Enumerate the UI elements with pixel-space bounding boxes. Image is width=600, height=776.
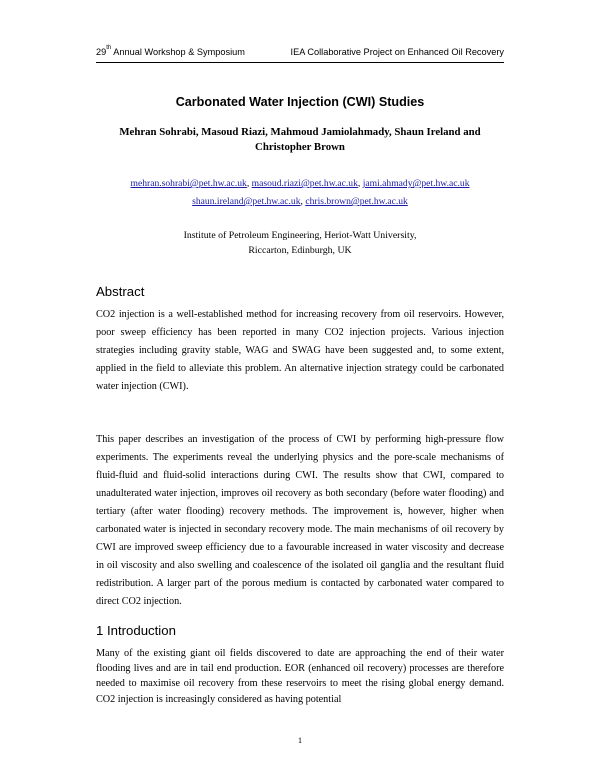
- introduction-heading: 1 Introduction: [96, 623, 176, 638]
- email-separator: ,: [300, 196, 306, 207]
- header-left: [96, 47, 245, 57]
- header-left-number: 29: [96, 47, 107, 57]
- header-left-suffix: th: [106, 45, 112, 51]
- affiliation: [96, 228, 504, 258]
- email-separator: ,: [357, 178, 363, 189]
- header-right: IEA Collaborative Project on Enhanced Oil Recovery: [290, 47, 504, 57]
- email-link-riazi[interactable]: masoud.riazi@pet.hw.ac.uk: [251, 178, 358, 189]
- email-link-brown[interactable]: chris.brown@pet.hw.ac.uk: [305, 196, 408, 207]
- abstract-paragraph-1: CO2 injection is a well-established method for increasing recovery from oil reservoirs. However, poor sweep efficiency has been reported in many CO2 injection projects. Various injection strategies including gravity stable, WAG and SWAG have been suggested and, to some extent, applied in the field to alleviate this problem. An alternative injection strategy could be carbonated water injection (CWI).: [96, 309, 504, 392]
- header-divider: [96, 62, 504, 63]
- affiliation-line-1: Institute of Petroleum Engineering, Heriot-Watt University,: [183, 230, 417, 241]
- introduction-paragraph-1: Many of the existing giant oil fields discovered to date are approaching the end of their water flooding lives and are in tail end production. EOR (enhanced oil recovery) processes are therefore needed to maximise oil recovery from these reservoirs to meet the rising global energy demand. CO2 injection is increasingly considered as having potential: [96, 648, 504, 705]
- running-header: [96, 47, 504, 61]
- author-list: Mehran Sohrabi, Masoud Riazi, Mahmoud Jamiolahmady, Shaun Ireland and Christopher Brown: [119, 126, 481, 153]
- page-number: 1: [297, 735, 303, 745]
- affiliation-line-2: Riccarton, Edinburgh, UK: [248, 245, 352, 256]
- abstract-paragraph-2: This paper describes an investigation of the process of CWI by performing high-pressure flow experiments. The experiments reveal the underlying physics and the pore-scale mechanisms of fluid-fluid and fluid-solid interactions during CWI. The results show that CWI, compared to unadulterated water injection, improves oil recovery as both secondary (before water flooding) and tertiary (after water flooding) recovery methods. The improvement is, however, higher when carbonated water is injected in secondary recovery mode. The main mechanisms of oil recovery by CWI are improved sweep efficiency due to a favourable increased in water viscosity and decrease in oil viscosity and also swelling and coalescence of the isolated oil ganglia and the resultant fluid redistribution. A larger part of the porous medium is contacted by carbonated water compared to direct CO2 injection.: [96, 434, 504, 607]
- email-list: [96, 175, 504, 211]
- email-link-ireland[interactable]: shaun.ireland@pet.hw.ac.uk: [192, 196, 301, 207]
- abstract-heading: Abstract: [96, 284, 145, 299]
- header-left-text: Annual Workshop & Symposium: [111, 47, 245, 57]
- paper-title: Carbonated Water Injection (CWI) Studies: [175, 95, 425, 109]
- email-separator: ,: [246, 178, 252, 189]
- email-link-jamiolahmady[interactable]: jami.ahmady@pet.hw.ac.uk: [362, 178, 470, 189]
- email-link-sohrabi[interactable]: mehran.sohrabi@pet.hw.ac.uk: [130, 178, 247, 189]
